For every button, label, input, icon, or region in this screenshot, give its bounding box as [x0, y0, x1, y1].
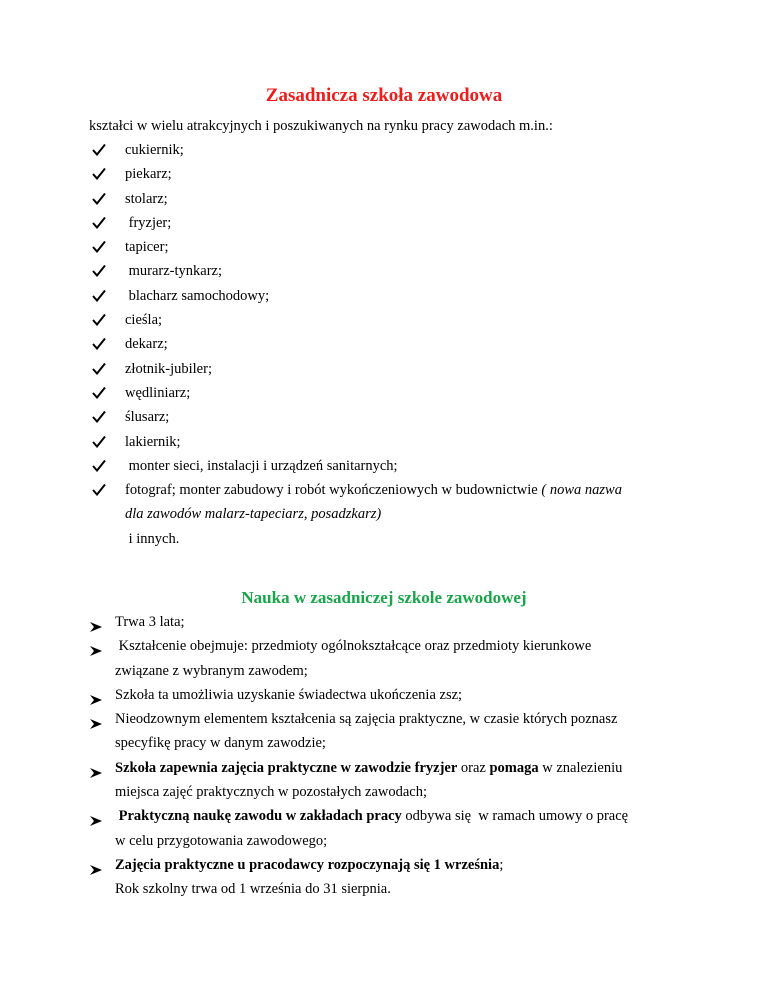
facts-list	[89, 610, 628, 902]
checkmark-icon	[92, 381, 106, 405]
list-item	[89, 332, 622, 356]
checkmark-icon	[92, 259, 106, 283]
checkmark-icon	[92, 235, 106, 259]
profession-label: piekarz;	[125, 166, 172, 183]
fact-text: Szkoła ta umożliwia uzyskanie świadectwa ukończenia zsz;	[115, 686, 463, 703]
list-item-continuation	[89, 502, 622, 526]
fact-bold-text: pomaga	[489, 759, 539, 776]
list-item-continuation	[89, 829, 628, 853]
profession-label: lakiernik;	[125, 433, 181, 450]
arrow-bullet-icon	[89, 641, 103, 653]
profession-label: dekarz;	[125, 336, 168, 353]
arrow-bullet-icon	[89, 763, 103, 775]
list-item	[89, 138, 622, 162]
list-item	[89, 235, 622, 259]
arrow-bullet-icon	[89, 617, 103, 629]
page-title: Zasadnicza szkoła zawodowa	[265, 85, 503, 106]
list-item	[89, 683, 628, 707]
fact-text: związane z wybranym zawodem;	[115, 662, 308, 679]
checkmark-icon	[92, 478, 106, 502]
profession-label: wędliniarz;	[125, 384, 191, 401]
profession-label: cukiernik;	[125, 142, 184, 158]
profession-label: fotograf; monter zabudowy i robót wykończeniowych w budownictwie	[125, 482, 542, 499]
profession-label: cieśla;	[125, 312, 163, 329]
list-item	[89, 478, 622, 502]
list-item-continuation	[89, 780, 628, 804]
list-item	[89, 381, 622, 405]
checkmark-icon	[92, 211, 106, 235]
fact-text: odbywa się w ramach umowy o pracę	[401, 808, 629, 825]
list-item	[89, 634, 628, 658]
profession-label: monter sieci, instalacji i urządzeń sanitarnych;	[125, 457, 398, 474]
list-item	[89, 853, 628, 877]
fact-text: Trwa 3 lata;	[115, 614, 185, 630]
checkmark-icon	[92, 430, 106, 454]
profession-label: stolarz;	[125, 190, 168, 207]
fact-text: oraz	[457, 759, 490, 776]
fact-text: Kształcenie obejmuje: przedmioty ogólnokształcące oraz przedmioty kierunkowe	[115, 638, 592, 655]
fact-bold-text: Praktyczną naukę zawodu w zakładach pracy	[115, 808, 402, 825]
fact-bold-text: Zajęcia praktyczne u pracodawcy rozpoczynają się 1 września	[115, 856, 500, 873]
list-item	[89, 211, 622, 235]
list-item	[89, 187, 622, 211]
checkmark-icon	[92, 454, 106, 478]
profession-note: ( nowa nazwa	[541, 482, 622, 499]
arrow-bullet-icon	[89, 860, 103, 872]
list-item	[89, 308, 622, 332]
list-item	[89, 430, 622, 454]
list-item	[89, 707, 628, 731]
profession-label: tapicer;	[125, 239, 169, 256]
profession-label: fryzjer;	[125, 214, 172, 231]
fact-text: miejsca zajęć praktycznych w pozostałych zawodach;	[115, 784, 428, 801]
list-item	[89, 454, 622, 478]
list-item-continuation	[89, 731, 628, 755]
checkmark-icon	[92, 357, 106, 381]
profession-label: złotnik-jubiler;	[125, 360, 212, 377]
list-item	[89, 259, 622, 283]
fact-text: w celu przygotowania zawodowego;	[115, 832, 328, 849]
checkmark-icon	[92, 405, 106, 429]
fact-text: Nieodzownym elementem kształcenia są zajęcia praktyczne, w czasie których poznasz	[115, 711, 618, 728]
professions-list	[89, 138, 622, 551]
checkmark-icon	[92, 308, 106, 332]
list-item	[89, 756, 628, 780]
list-item	[89, 162, 622, 186]
arrow-bullet-icon	[89, 811, 103, 823]
fact-text: ;	[499, 856, 504, 873]
section-title: Nauka w zasadniczej szkole zawodowej	[241, 588, 527, 607]
intro-text: kształci w wielu atrakcyjnych i poszukiwanych na rynku pracy zawodach m.in.:	[89, 118, 553, 134]
checkmark-icon	[92, 162, 106, 186]
profession-label: murarz-tynkarz;	[125, 263, 223, 280]
checkmark-icon	[92, 284, 106, 308]
arrow-bullet-icon	[89, 690, 103, 702]
profession-label: ślusarz;	[125, 409, 170, 426]
profession-label: blacharz samochodowy;	[125, 287, 270, 304]
list-item	[89, 357, 622, 381]
list-item	[89, 405, 622, 429]
fact-text: Rok szkolny trwa od 1 września do 31 sierpnia.	[115, 881, 391, 898]
list-item-continuation	[89, 877, 628, 901]
arrow-bullet-icon	[89, 714, 103, 726]
checkmark-icon	[92, 332, 106, 356]
fact-text: w znalezieniu	[538, 759, 623, 776]
list-item	[89, 610, 628, 634]
list-item-continuation	[89, 659, 628, 683]
checkmark-icon	[92, 187, 106, 211]
list-item	[89, 804, 628, 828]
profession-tail: i innych.	[125, 530, 180, 547]
list-item	[89, 284, 622, 308]
fact-text: specyfikę pracy w danym zawodzie;	[115, 735, 326, 752]
fact-bold-text: Szkoła zapewnia zajęcia praktyczne w zawodzie fryzjer	[115, 759, 458, 776]
checkmark-icon	[92, 138, 106, 162]
profession-note: dla zawodów malarz-tapeciarz, posadzkarz)	[125, 506, 382, 523]
list-item-continuation	[89, 527, 622, 551]
